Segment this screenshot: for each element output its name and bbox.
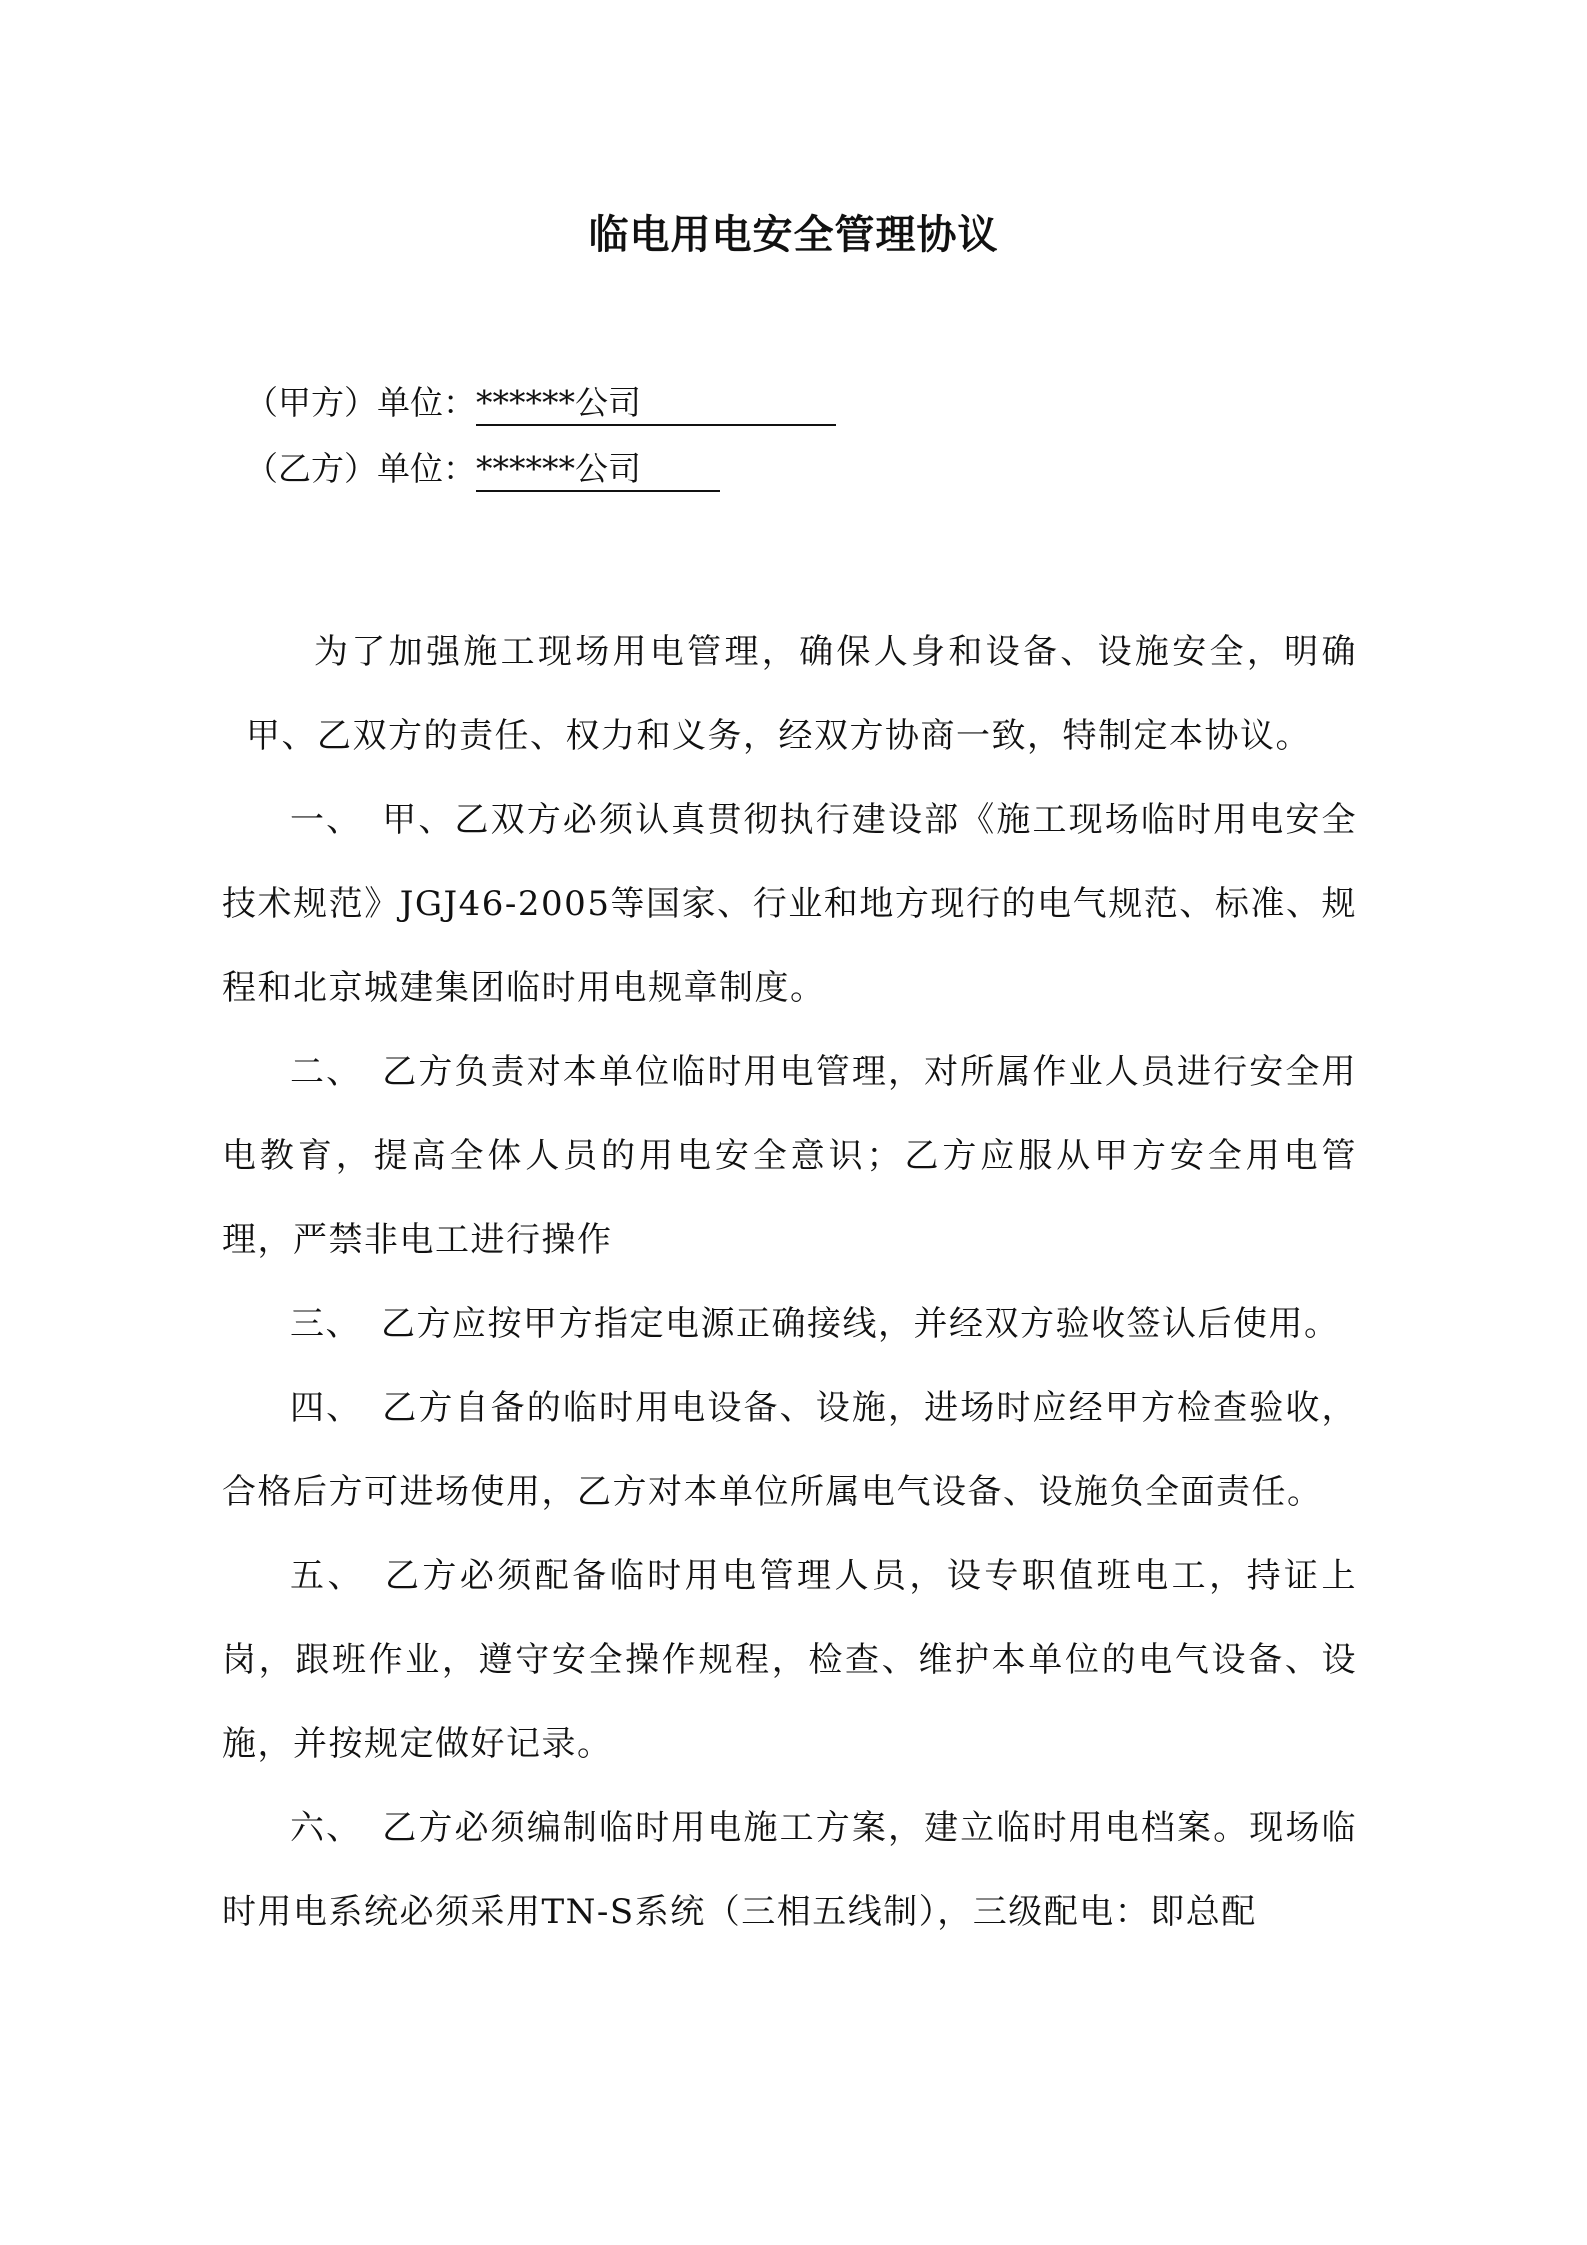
document-title: 临电用电安全管理协议 xyxy=(588,211,999,258)
clause-text: 乙方应按甲方指定电源正确接线，并经双方验收签认后使用。 xyxy=(381,1304,1340,1344)
clause-1 xyxy=(222,778,1357,1030)
clause-number: 六、 xyxy=(290,1808,363,1848)
clause-number: 四、 xyxy=(290,1388,363,1428)
intro-paragraph: 为了加强施工现场用电管理，确保人身和设备、设施安全，明确甲、乙双方的责任、权力和义务，经双方协商一致，特制定本协议。 xyxy=(246,632,1357,756)
clause-text: 乙方必须配备临时用电管理人员，设专职值班电工，持证上岗，跟班作业，遵守安全操作规程，检查、维护本单位的电气设备、设施，并按规定做好记录。 xyxy=(222,1556,1358,1764)
party-a-label: （甲方）单位： xyxy=(245,383,476,422)
party-a-line xyxy=(245,378,836,428)
clause-3 xyxy=(222,1282,1357,1366)
clause-text: 乙方负责对本单位临时用电管理，对所属作业人员进行安全用电教育，提高全体人员的用电安全意识；乙方应服从甲方安全用电管理，严禁非电工进行操作 xyxy=(222,1052,1357,1260)
party-a-value: ******公司 xyxy=(476,382,836,426)
clause-text: 甲、乙双方必须认真贯彻执行建设部《施工现场临时用电安全技术规范》JGJ46-2005等国家、行业和地方现行的电气规范、标准、规程和北京城建集团临时用电规章制度。 xyxy=(222,800,1357,1008)
clause-4 xyxy=(222,1366,1357,1534)
clause-2 xyxy=(222,1030,1357,1282)
clause-number: 一、 xyxy=(290,800,363,840)
clause-text: 乙方必须编制临时用电施工方案，建立临时用电档案。现场临时用电系统必须采用TN-S系统（三相五线制），三级配电：即总配 xyxy=(222,1808,1357,1932)
clause-number: 五、 xyxy=(290,1556,365,1596)
party-b-line xyxy=(245,444,720,494)
agreement-body xyxy=(222,610,1357,1954)
clause-number: 三、 xyxy=(290,1304,361,1344)
clause-6 xyxy=(222,1786,1357,1954)
party-b-label: （乙方）单位： xyxy=(245,449,476,488)
clause-text: 乙方自备的临时用电设备、设施，进场时应经甲方检查验收，合格后方可进场使用，乙方对本单位所属电气设备、设施负全面责任。 xyxy=(222,1388,1357,1512)
clause-5 xyxy=(222,1534,1357,1786)
clause-number: 二、 xyxy=(290,1052,363,1092)
party-b-value: ******公司 xyxy=(476,448,720,492)
